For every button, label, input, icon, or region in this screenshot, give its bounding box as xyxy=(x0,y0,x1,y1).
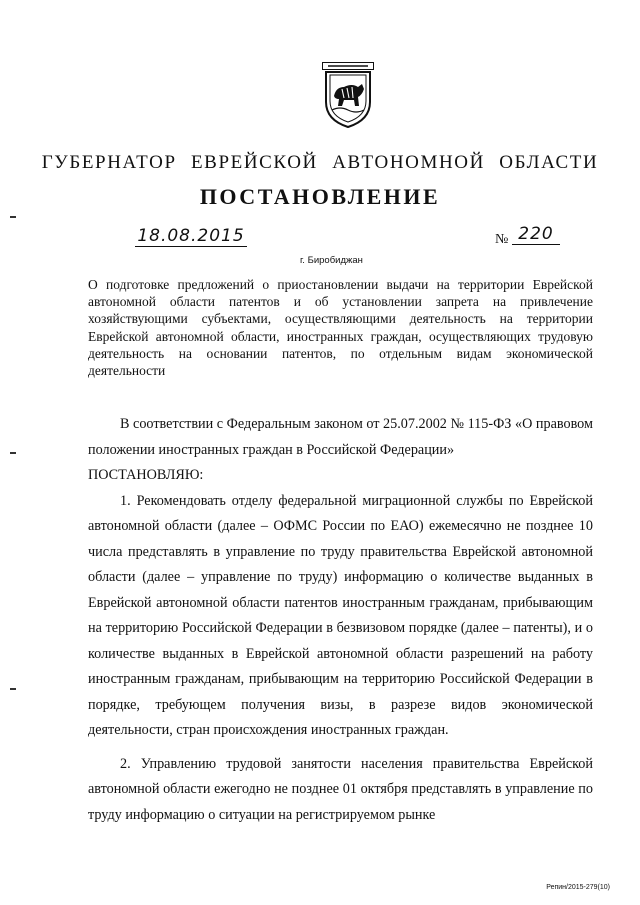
scan-margin-mark xyxy=(10,688,16,690)
scan-margin-mark xyxy=(10,452,16,454)
preamble-paragraph: В соответствии с Федеральным законом от 25.07.2002 № 115-ФЗ «О правовом положении иностранных граждан в Российской Федерации» xyxy=(88,416,593,458)
document-type-heading: ПОСТАНОВЛЕНИЕ xyxy=(199,184,441,209)
decree-title: О подготовке предложений о приостановлении выдачи на территории Еврейской автономной области патентов и об установлении запрета на привлечение хозяйствующими субъектами, осуществляющими деятельность на территории Еврейской автономной области, иностранных граждан, осуществляющих трудовую деятельность на основании патентов, по отдельным видам экономической деятельности xyxy=(88,277,593,379)
coat-of-arms-emblem xyxy=(322,62,374,128)
issuing-authority: ГУБЕРНАТОР ЕВРЕЙСКОЙ АВТОНОМНОЙ ОБЛАСТИ xyxy=(41,152,599,173)
number-sign: № xyxy=(495,232,509,247)
decree-body xyxy=(88,412,593,828)
city-label: г. Биробиджан xyxy=(300,255,363,266)
decree-date: 18.08.2015 xyxy=(135,226,247,247)
decree-keyword: ПОСТАНОВЛЯЮ: xyxy=(88,467,204,483)
document-code: Репин/2015-279(10) xyxy=(546,884,610,891)
scan-margin-mark xyxy=(10,216,16,218)
item-1-paragraph: 1. Рекомендовать отделу федеральной миграционной службы по Еврейской автономной области (далее – ОФМС России по ЕАО) ежемесячно не позднее 10 числа представлять в управление по труду правительства Еврейской автономной области (далее – управление по труду) информацию о количестве выданных в Еврейской автономной области патентов иностранным гражданам, прибывающим на территорию Российской Федерации в безвизовом порядке (далее – патенты), и о количестве выданных в Еврейской автономной области разрешений на работу иностранным гражданам, прибывающим на территорию Российской Федерации в порядке, требующем получения визы, в разрезе видов экономической деятельности, стран происхождения иностранных граждан. xyxy=(88,492,593,738)
item-2-paragraph: 2. Управлению трудовой занятости населения правительства Еврейской автономной области ежегодно не позднее 01 октября представлять в управление по труду информацию о ситуации на регистрируемом рынке xyxy=(88,755,593,823)
decree-number: 220 xyxy=(512,224,560,245)
